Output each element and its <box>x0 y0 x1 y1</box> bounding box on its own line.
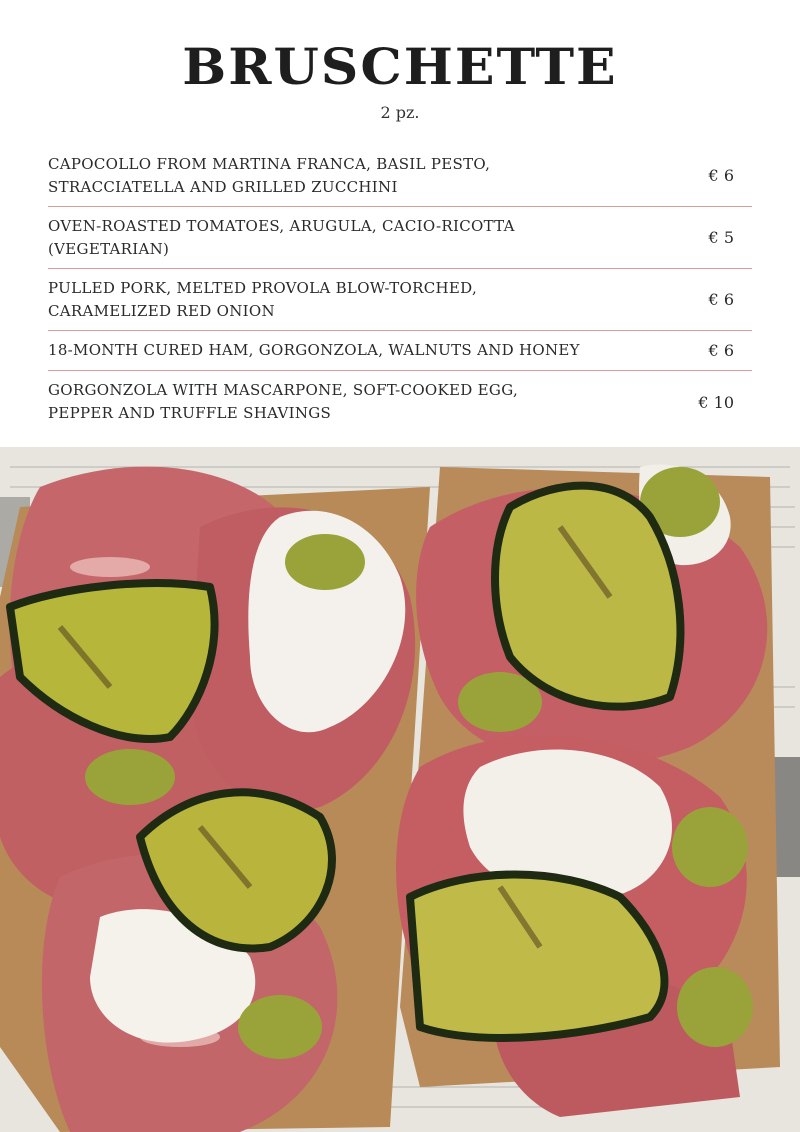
item-description-line: CAPOCOLLO FROM MARTINA FRANCA, BASIL PESTO, <box>48 154 491 173</box>
bruschetta-photo <box>0 447 800 1132</box>
menu-item <box>48 207 752 269</box>
item-description-line: PEPPER AND TRUFFLE SHAVINGS <box>48 404 332 422</box>
menu-title: BRUSCHETTE <box>182 38 618 97</box>
item-price: € 10 <box>698 392 734 412</box>
menu-item <box>48 331 752 371</box>
item-description <box>48 277 648 323</box>
item-description-line: GORGONZOLA WITH MASCARPONE, SOFT-COOKED EGG, <box>48 381 519 399</box>
item-description-line: STRACCIATELLA AND GRILLED ZUCCHINI <box>48 177 398 196</box>
item-description <box>48 379 648 425</box>
item-description <box>48 215 648 261</box>
menu-subtitle: 2 pz. <box>380 103 420 122</box>
item-price: € 6 <box>708 166 734 185</box>
item-description <box>48 339 648 362</box>
item-price: € 6 <box>708 290 734 309</box>
menu-header <box>0 36 800 124</box>
menu-item <box>48 145 752 207</box>
item-description-line: CARAMELIZED RED ONION <box>48 301 275 320</box>
menu-item <box>48 269 752 331</box>
menu-list <box>48 145 752 433</box>
item-price: € 6 <box>708 341 734 360</box>
item-description-line: OVEN-ROASTED TOMATOES, ARUGULA, CACIO-RICOTTA <box>48 216 515 235</box>
item-price: € 5 <box>708 228 734 247</box>
item-description-line: PULLED PORK, MELTED PROVOLA BLOW-TORCHED, <box>48 278 478 297</box>
item-description-line: (VEGETARIAN) <box>48 239 170 258</box>
item-description-line: 18-MONTH CURED HAM, GORGONZOLA, WALNUTS AND HONEY <box>48 341 580 359</box>
menu-item <box>48 371 752 433</box>
item-description <box>48 153 648 199</box>
